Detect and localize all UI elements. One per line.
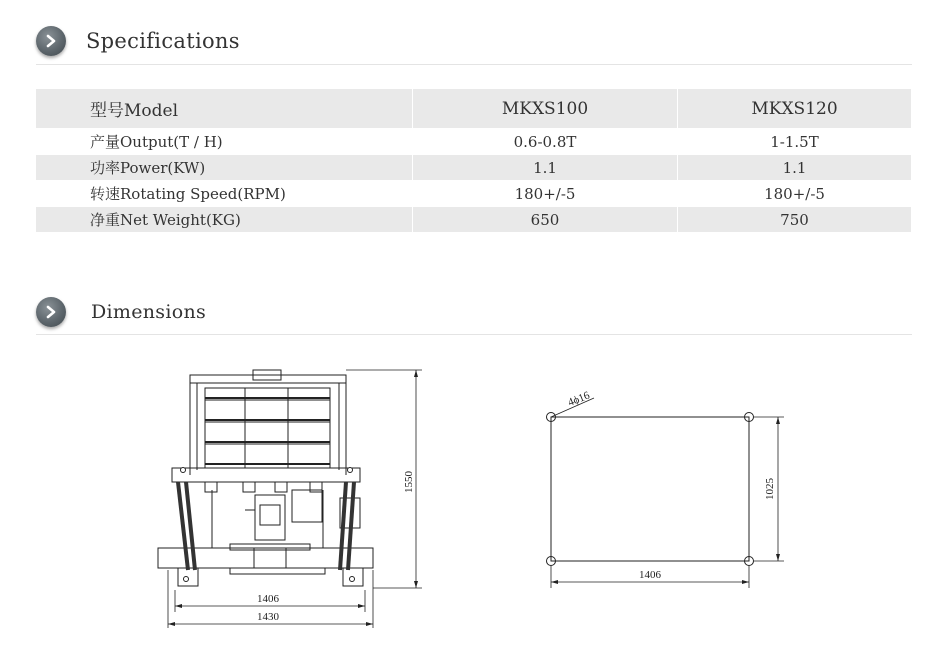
- row-label: 功率Power(KW): [36, 155, 413, 181]
- column-header: MKXS120: [678, 89, 912, 129]
- table-cell: 1-1.5T: [678, 129, 912, 155]
- row-label: 转速Rotating Speed(RPM): [36, 181, 413, 207]
- table-cell: 1.1: [678, 155, 912, 181]
- height-dimension-label: 1550: [403, 471, 415, 493]
- base-width-dimension-label: 1406: [639, 569, 661, 581]
- table-cell: 0.6-0.8T: [413, 129, 678, 155]
- inner-width-dimension-label: 1406: [257, 593, 279, 605]
- table-cell: 1.1: [413, 155, 678, 181]
- outer-width-dimension-label: 1430: [257, 611, 279, 623]
- depth-dimension-label: 1025: [764, 478, 776, 500]
- section-title: Specifications: [86, 29, 240, 53]
- machine-front-view: [158, 370, 422, 628]
- section-title: Dimensions: [91, 301, 207, 323]
- column-header: MKXS100: [413, 89, 678, 129]
- table-cell: 180+/-5: [678, 181, 912, 207]
- holes-dimension-label: 4ϕ16: [566, 389, 592, 409]
- table-cell: 180+/-5: [413, 181, 678, 207]
- base-plan-view: [547, 398, 785, 588]
- table-cell: 750: [678, 207, 912, 233]
- row-label: 产量Output(T / H): [36, 129, 413, 155]
- row-label: 净重Net Weight(KG): [36, 207, 413, 233]
- column-header: 型号Model: [36, 89, 413, 129]
- table-cell: 650: [413, 207, 678, 233]
